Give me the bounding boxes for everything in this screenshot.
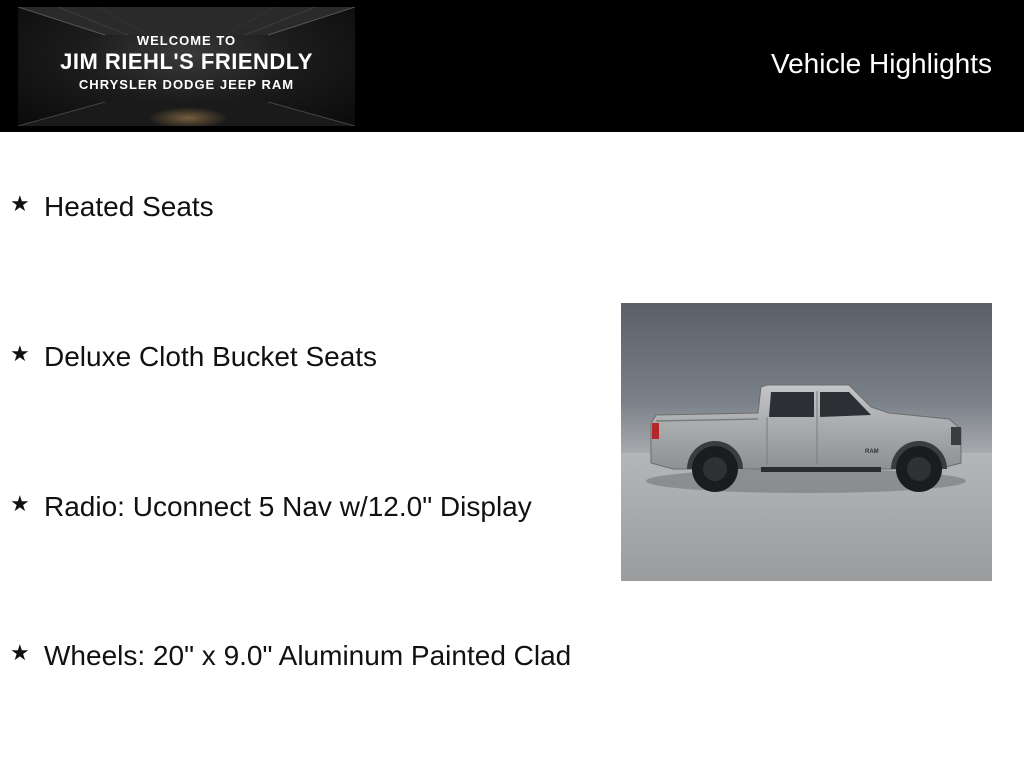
logo-glow (148, 107, 228, 126)
star-icon: ★ (10, 341, 30, 366)
truck-badge: RAM (865, 449, 879, 455)
vehicle-photo[interactable] (621, 303, 992, 581)
truck-illustration (621, 303, 992, 581)
highlight-item-wheels (10, 639, 580, 673)
star-icon: ★ (10, 640, 30, 665)
star-icon: ★ (10, 191, 30, 216)
highlight-label: Wheels: 20" x 9.0" Aluminum Painted Clad (44, 640, 572, 671)
page-title: Vehicle Highlights (770, 48, 992, 79)
highlight-item-radio (10, 490, 580, 524)
highlight-label: Heated Seats (44, 191, 214, 222)
highlight-label: Radio: Uconnect 5 Nav w/12.0" Display (44, 491, 532, 522)
logo-dealer-name: JIM RIEHL'S FRIENDLY (60, 49, 313, 74)
page-header (0, 0, 1024, 132)
star-icon: ★ (10, 491, 30, 516)
dealer-logo[interactable] (18, 7, 355, 126)
highlight-label: Deluxe Cloth Bucket Seats (44, 341, 378, 372)
logo-welcome-text: WELCOME TO (136, 33, 237, 48)
highlight-item-bucket-seats (10, 340, 580, 374)
highlight-item-heated-seats (10, 190, 580, 224)
logo-brands-text: CHRYSLER DODGE JEEP RAM (78, 77, 295, 92)
